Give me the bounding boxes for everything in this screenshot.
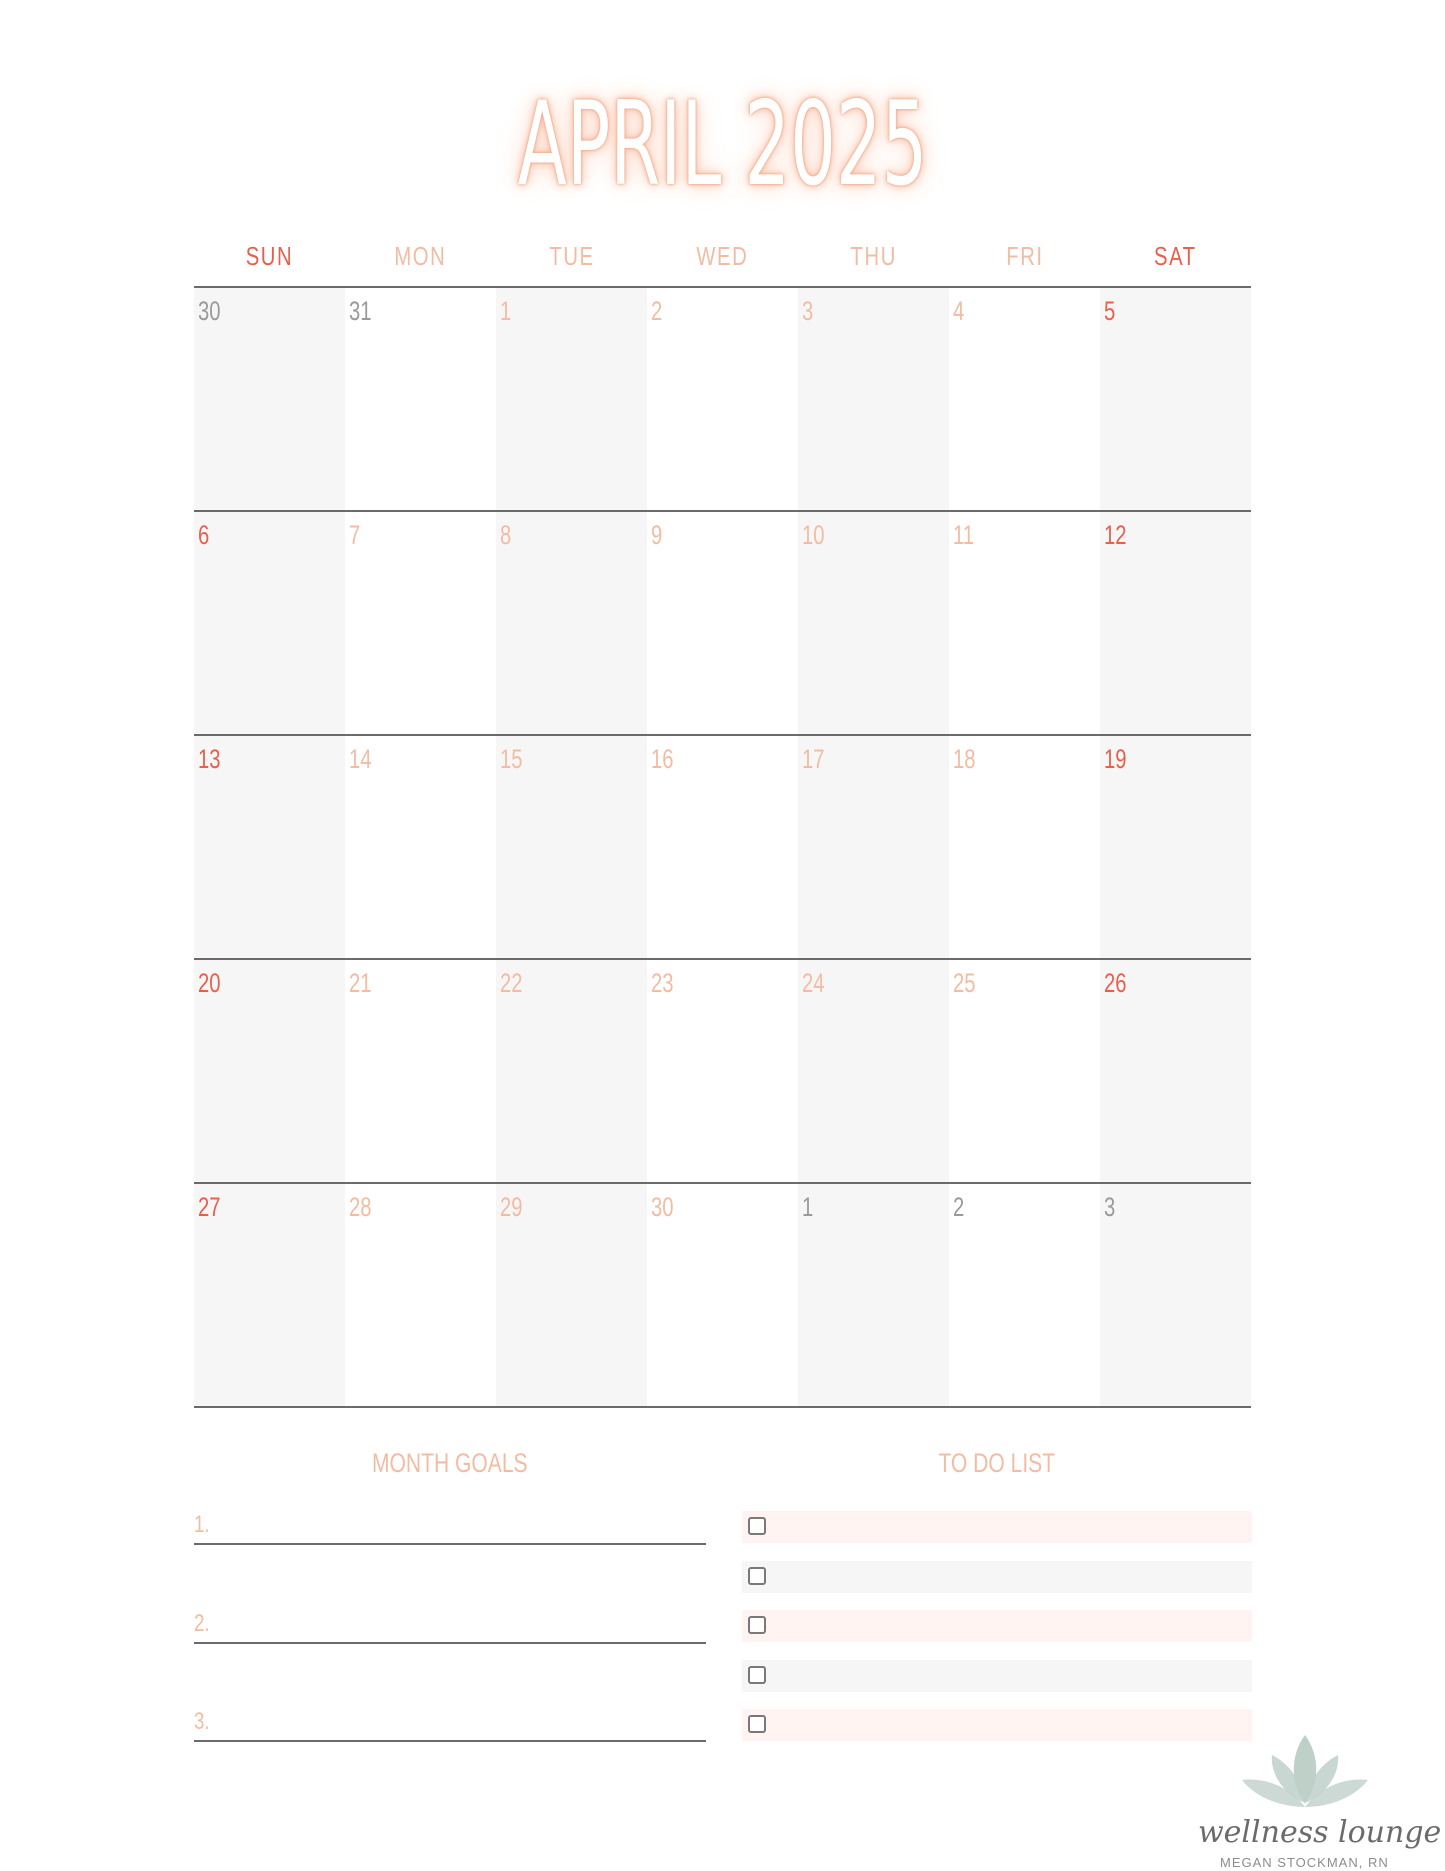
todo-checkbox[interactable] [748,1517,766,1535]
day-cell[interactable] [949,1184,1100,1406]
day-number: 6 [198,520,210,550]
day-cell[interactable] [345,512,496,734]
day-number: 30 [651,1192,674,1222]
page-title: APRIL 2025 [517,77,928,212]
month-goals-title: MONTH GOALS [372,1448,528,1478]
day-number: 3 [1104,1192,1116,1222]
day-cell[interactable] [798,288,949,510]
day-cell[interactable] [194,1184,345,1406]
todo-list-title: TO DO LIST [938,1448,1056,1478]
day-cell[interactable] [194,288,345,510]
day-cell[interactable] [496,1184,647,1406]
day-cell[interactable] [647,960,798,1182]
day-number: 1 [500,296,512,326]
goal-line[interactable] [194,1602,706,1644]
day-header-thu: THU [850,241,897,271]
day-cell[interactable] [1100,736,1251,958]
calendar-week-row [194,958,1251,1182]
day-number: 1 [802,1192,814,1222]
day-number: 16 [651,744,674,774]
day-cell[interactable] [798,512,949,734]
day-number: 14 [349,744,372,774]
day-number: 30 [198,296,221,326]
day-number: 20 [198,968,221,998]
day-cell[interactable] [345,960,496,1182]
day-number: 27 [198,1192,221,1222]
day-header-sat: SAT [1154,241,1197,271]
goal-number: 3. [194,1708,210,1735]
day-cell[interactable] [798,960,949,1182]
day-cell[interactable] [496,736,647,958]
day-number: 22 [500,968,523,998]
day-number: 26 [1104,968,1127,998]
day-number: 7 [349,520,361,550]
day-number: 9 [651,520,663,550]
day-cell[interactable] [949,512,1100,734]
todo-item[interactable] [742,1709,1252,1741]
calendar-grid [194,286,1251,1406]
calendar-week-row [194,286,1251,510]
day-number: 10 [802,520,825,550]
day-cell[interactable] [798,736,949,958]
day-header-fri: FRI [1005,241,1044,271]
calendar-week-row [194,734,1251,958]
day-cell[interactable] [647,1184,798,1406]
day-number: 31 [349,296,372,326]
day-number: 25 [953,968,976,998]
calendar-week-row [194,510,1251,734]
day-cell[interactable] [647,512,798,734]
day-cell[interactable] [647,288,798,510]
day-cell[interactable] [496,288,647,510]
day-number: 2 [953,1192,965,1222]
day-cell[interactable] [496,960,647,1182]
day-number: 23 [651,968,674,998]
day-number: 28 [349,1192,372,1222]
goal-line[interactable] [194,1503,706,1545]
day-cell[interactable] [949,288,1100,510]
day-number: 21 [349,968,372,998]
day-number: 13 [198,744,221,774]
day-header-sun: SUN [245,241,294,271]
day-header-mon: MON [394,241,447,271]
day-cell[interactable] [798,1184,949,1406]
day-number: 29 [500,1192,523,1222]
goal-line[interactable] [194,1700,706,1742]
day-number: 2 [651,296,663,326]
day-cell[interactable] [345,1184,496,1406]
logo-wordmark: wellness lounge [1198,1815,1442,1850]
day-number: 12 [1104,520,1127,550]
day-number: 5 [1104,296,1116,326]
day-number: 19 [1104,744,1127,774]
lotus-icon [1190,1725,1420,1825]
day-cell[interactable] [1100,288,1251,510]
day-number: 11 [953,520,975,550]
day-cell[interactable] [345,288,496,510]
todo-item[interactable] [742,1511,1252,1543]
day-cell[interactable] [1100,1184,1251,1406]
day-number: 4 [953,296,965,326]
todo-item[interactable] [742,1610,1252,1642]
wellness-lounge-logo [1190,1725,1442,1870]
day-cell[interactable] [496,512,647,734]
calendar-bottom-rule [194,1406,1251,1408]
todo-item[interactable] [742,1660,1252,1692]
todo-checkbox[interactable] [748,1715,766,1733]
day-cell[interactable] [194,960,345,1182]
day-header-wed: WED [696,241,749,271]
day-cell[interactable] [949,736,1100,958]
calendar-week-row [194,1182,1251,1406]
goal-number: 1. [194,1511,210,1538]
day-number: 17 [802,744,825,774]
day-cell[interactable] [1100,512,1251,734]
day-cell[interactable] [1100,960,1251,1182]
todo-item[interactable] [742,1561,1252,1593]
todo-checkbox[interactable] [748,1567,766,1585]
day-number: 8 [500,520,512,550]
day-number: 3 [802,296,814,326]
todo-checkbox[interactable] [748,1666,766,1684]
day-cell[interactable] [647,736,798,958]
day-number: 18 [953,744,976,774]
day-number: 15 [500,744,523,774]
day-cell[interactable] [345,736,496,958]
day-number: 24 [802,968,825,998]
goal-number: 2. [194,1610,210,1637]
todo-checkbox[interactable] [748,1616,766,1634]
day-of-week-header [194,232,1251,280]
logo-subtitle: MEGAN STOCKMAN, RN [1220,1855,1389,1870]
day-cell[interactable] [949,960,1100,1182]
day-cell[interactable] [194,512,345,734]
day-cell[interactable] [194,736,345,958]
day-header-tue: TUE [548,241,595,271]
